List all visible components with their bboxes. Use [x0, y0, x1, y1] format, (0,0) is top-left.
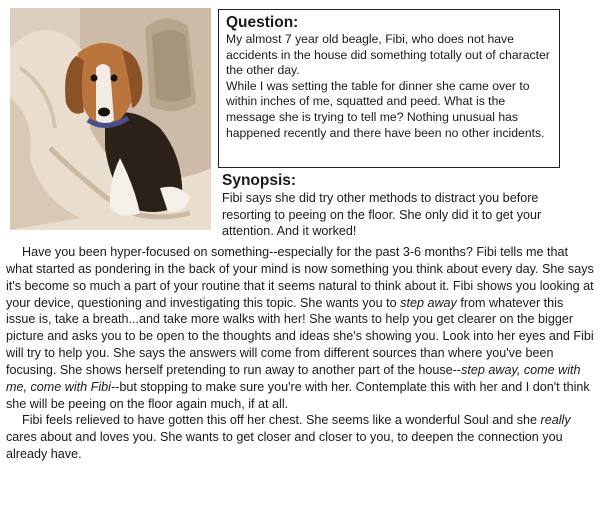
- question-heading: Question:: [226, 14, 299, 31]
- question-box: [218, 9, 560, 168]
- story-p2-part-a: Fibi feels relieved to have gotten this off her chest. She seems like a wonderful Soul and she: [22, 413, 541, 428]
- story-paragraph-2: [6, 412, 594, 463]
- story-p1-part-a: Have you been hyper-focused on something--especially for the past 3-6 months? Fibi tells me that what started as pondering in the back of your mind is now something you think about every day. She says it's become so much a part of your routine that it seems natural to think about it. Fibi shows you looking at your device, questioning and investigating this topic. She wants you to: [6, 245, 594, 310]
- story-p2-emphasis: really: [540, 413, 571, 428]
- story-p1-emphasis-1: step away: [400, 295, 457, 310]
- question-text-2: While I was setting the table for dinner she came over to within inches of me, squatted and peed. What is the message she is trying to tell me? Nothing unusual has happened recently and there have been no other incidents.: [226, 78, 545, 140]
- story-p1-emphasis-2: step away, come with me, come with Fibi: [6, 362, 581, 394]
- beagle-photo: [10, 8, 211, 230]
- story-p1-part-b: from whatever this issue is, take a breath...and take more walks with her! She wants to help you get clearer on the bigger picture and asks you to be open to the thoughts and ideas she's showing you. Look into her eyes and Fibi will try to help you. She says the answers will come from different sources than where you've been focusing. She shows herself pretending to run away to another part of the house--: [6, 295, 594, 377]
- synopsis-heading: Synopsis:: [222, 172, 297, 189]
- question-text-1: My almost 7 year old beagle, Fibi, who does not have accidents in the house did something totally out of character the other day.: [226, 32, 550, 78]
- story-p2-part-b: cares about and loves you. She wants to get closer and closer to you, to deepen the connection you already have.: [6, 430, 563, 462]
- synopsis-section: [222, 172, 562, 240]
- synopsis-text: Fibi says she did try other methods to distract you before resorting to peeing on the floor. She only did it to get your attention. And it worked!: [222, 191, 542, 239]
- story-body: [6, 244, 594, 463]
- beagle-photo-illustration: [10, 8, 211, 230]
- story-paragraph-1: [6, 244, 594, 412]
- story-p1-part-c: --but stopping to make sure you're with her. Contemplate this with her and I don't think she will be peeing on the floor again much, if at all.: [6, 379, 590, 411]
